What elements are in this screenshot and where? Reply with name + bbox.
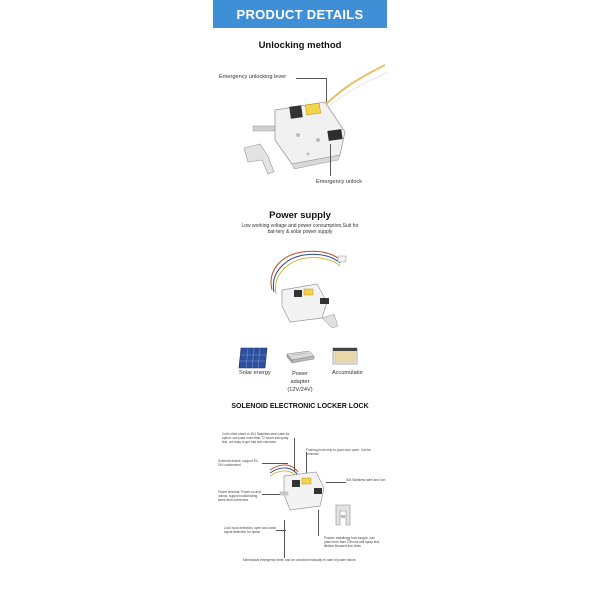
callout-emergency-lever: Emergency unlocking lever (219, 74, 287, 80)
note-emergency: Mechanical emergency lever, can be unlocked manually in case of power failure (243, 558, 356, 562)
note-material: 304 Stainless steel and Iron ... (346, 478, 386, 486)
note-pushing: Pushing bone help to push door open. Can be removed. (306, 448, 372, 456)
note-metallurgy: Powder metallurgy lock tongue, can pass more than 72hours salt spray test, lifetime Boosted,Iron 8mm (324, 536, 380, 548)
lock-image-solenoid (262, 452, 342, 522)
accumulator-icon (332, 347, 358, 365)
power-supply-subtitle: Low working voltage and power consumption,Suit for bat-tery & solar power supply (241, 223, 359, 235)
solar-energy-label: Solar energy (239, 370, 271, 376)
power-supply-title: Power supply (269, 210, 331, 221)
product-details-banner: PRODUCT DETAILS (213, 0, 387, 28)
leader-line-unlock (330, 144, 331, 176)
note-detection: Lock hook detection, open and close signal detection for option (224, 526, 276, 534)
note-terminals: Power terminal, Power on and unlock, support customizing wires and connectors (218, 490, 261, 502)
lock-image-unlocking (220, 60, 390, 170)
leader-detection (276, 530, 286, 531)
solar-panel-icon (238, 347, 268, 369)
solenoid-lock-title: SOLENOID ELECTRONIC LOCKER LOCK (231, 403, 369, 410)
bracket-image (332, 503, 354, 527)
note-solenoid: Solenoid device, support 5V-24V customized (218, 459, 259, 467)
lock-image-power (262, 240, 362, 330)
power-adapter-label: Power adapter (12V/24V) (287, 371, 313, 393)
leader-emergency (284, 520, 285, 558)
unlocking-method-title: Unlocking method (258, 40, 342, 51)
note-housing: Cold rolled sheet or 304 Stainless steel case for option; can pass more than 72 hours salt spray test, not easy to get rust and corrosion (222, 432, 290, 444)
callout-emergency-unlock: Emergency unlock (316, 179, 363, 185)
accumulator-label: Accumulator (332, 370, 364, 376)
power-adapter-icon (285, 350, 315, 364)
